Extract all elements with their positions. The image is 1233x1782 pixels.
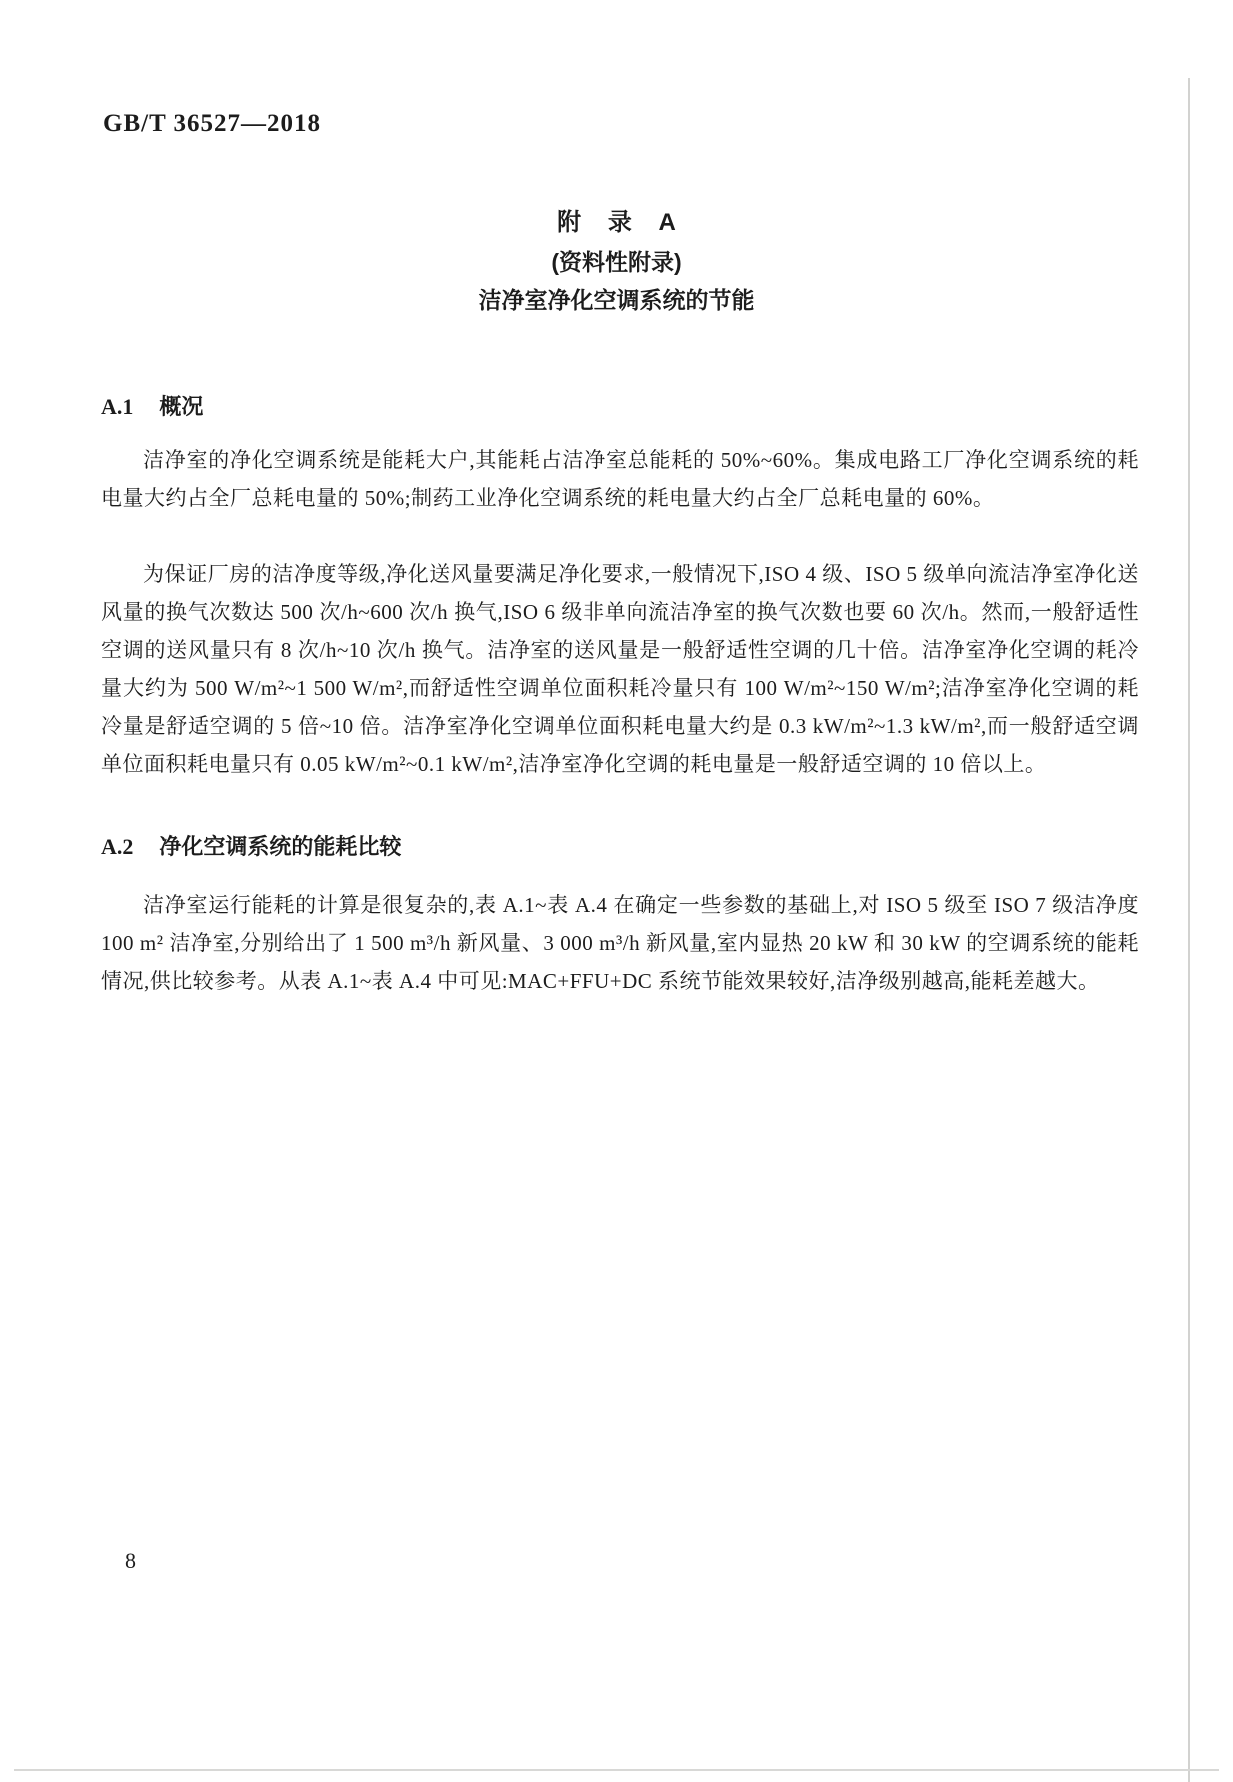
section-a2-number: A.2 bbox=[101, 834, 134, 859]
section-a1-paragraph-2: 为保证厂房的洁净度等级,净化送风量要满足净化要求,一般情况下,ISO 4 级、ISO 5 级单向流洁净室净化送风量的换气次数达 500 次/h~600 次/h 换气,ISO 6 级非单向流洁净室的换气次数也要 60 次/h。然而,一般舒适性空调的送风量只有 8 次/h~10 次/h 换气。洁净室的送风量是一般舒适性空调的几十倍。洁净室净化空调的耗冷量大约为 500 W/m²~1 500 W/m²,而舒适性空调单位面积耗冷量只有 100 W/m²~150 W/m²;洁净室净化空调的耗冷量是舒适空调的 5 倍~10 倍。洁净室净化空调单位面积耗电量大约是 0.3 kW/m²~1.3 kW/m²,而一般舒适空调单位面积耗电量只有 0.05 kW/m²~0.1 kW/m²,洁净室净化空调的耗电量是一般舒适空调的 10 倍以上。 bbox=[101, 562, 1139, 776]
section-a1-paragraph-1: 洁净室的净化空调系统是能耗大户,其能耗占洁净室总能耗的 50%~60%。集成电路工厂净化空调系统的耗电量大约占全厂总耗电量的 50%;制药工业净化空调系统的耗电量大约占全厂总耗电量的 60%。 bbox=[101, 448, 1139, 510]
appendix-title-line1: 附 录 A bbox=[557, 209, 676, 236]
appendix-title-line3: 洁净室净化空调系统的节能 bbox=[478, 287, 755, 313]
section-a1-title: 概况 bbox=[159, 394, 204, 419]
scan-edge-bottom bbox=[14, 1769, 1219, 1771]
page-number: 8 bbox=[125, 1548, 136, 1573]
section-a2-heading bbox=[101, 831, 1141, 863]
section-a2-title: 净化空调系统的能耗比较 bbox=[159, 834, 402, 859]
section-a2-paragraph-1: 洁净室运行能耗的计算是很复杂的,表 A.1~表 A.4 在确定一些参数的基础上,对 ISO 5 级至 ISO 7 级洁净度 100 m² 洁净室,分别给出了 1 500 m³/h 新风量、3 000 m³/h 新风量,室内显热 20 kW 和 30 kW 的空调系统的能耗情况,供比较参考。从表 A.1~表 A.4 中可见:MAC+FFU+DC 系统节能效果较好,洁净级别越高,能耗差越大。 bbox=[101, 893, 1139, 993]
appendix-title-line2: (资料性附录) bbox=[551, 249, 682, 275]
standard-number: GB/T 36527—2018 bbox=[103, 110, 322, 137]
section-a1-heading bbox=[101, 391, 1141, 423]
appendix-title-block bbox=[0, 203, 1233, 319]
scan-edge-right bbox=[1188, 78, 1190, 1782]
section-a1-number: A.1 bbox=[101, 394, 134, 419]
